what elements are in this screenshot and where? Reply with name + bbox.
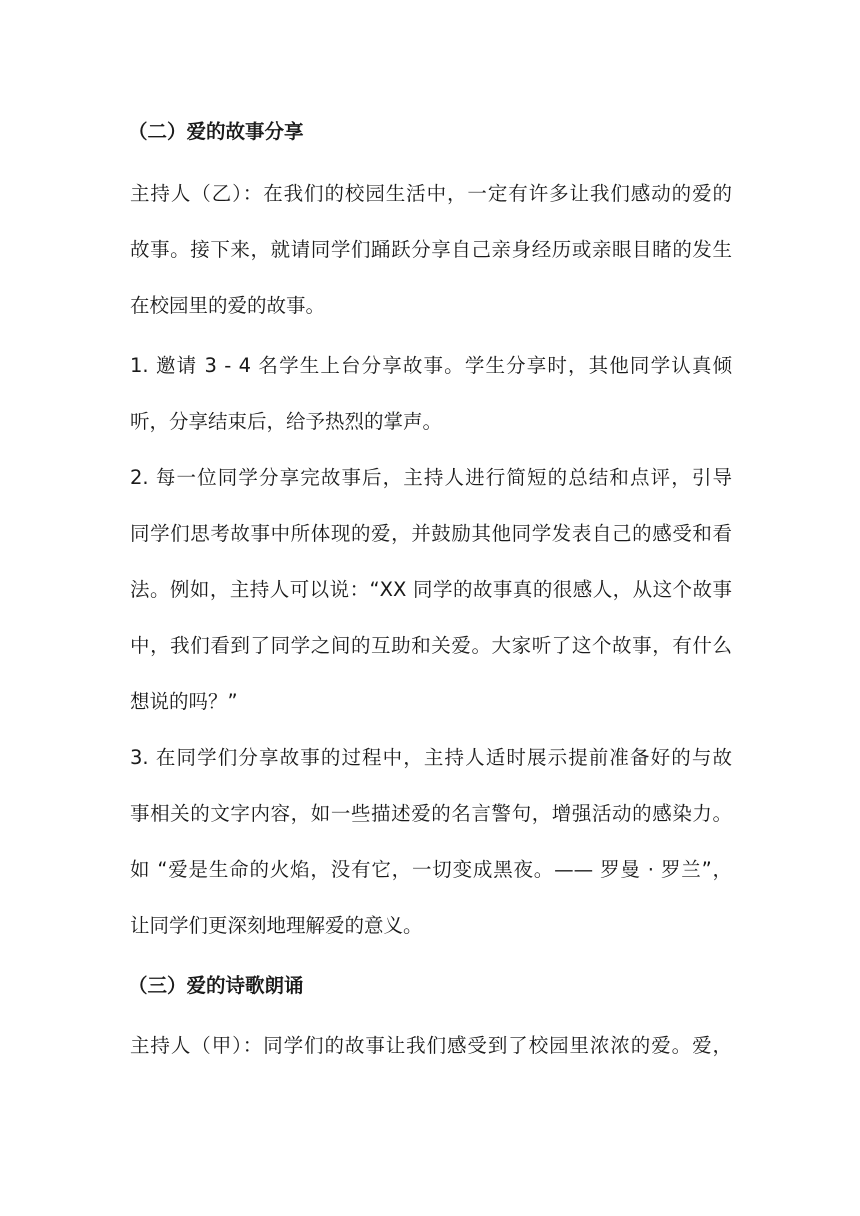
section-heading: （三）爱的诗歌朗诵	[128, 974, 304, 997]
paragraph-line: 主持人（甲）：同学们的故事让我们感受到了校园里浓浓的爱。爱，	[130, 1034, 732, 1057]
list-item-line: 同学们思考故事中所体现的爱，并鼓励其他同学发表自己的感受和看	[130, 522, 732, 545]
list-item-line: 事相关的文字内容，如一些描述爱的名言警句，增强活动的感染力。	[130, 802, 732, 825]
list-item-line: 听，分享结束后，给予热烈的掌声。	[130, 410, 443, 433]
paragraph-line: 故事。接下来，就请同学们踊跃分享自己亲身经历或亲眼目睹的发生	[130, 238, 732, 261]
list-item-line: 法。例如，主持人可以说：“XX 同学的故事真的很感人，从这个故事	[130, 578, 732, 601]
list-item-line: 想说的吗？”	[130, 690, 238, 713]
list-item-line: 2. 每一位同学分享完故事后，主持人进行简短的总结和点评，引导	[130, 466, 732, 489]
list-item-line: 中，我们看到了同学之间的互助和关爱。大家听了这个故事，有什么	[130, 634, 732, 657]
paragraph-line: 在校园里的爱的故事。	[130, 294, 326, 317]
list-item-line: 1. 邀请 3 - 4 名学生上台分享故事。学生分享时，其他同学认真倾	[130, 354, 732, 377]
list-item-line: 如 “爱是生命的火焰，没有它，一切变成黑夜。—— 罗曼 · 罗兰”，	[130, 858, 732, 881]
list-item-line: 让同学们更深刻地理解爱的意义。	[130, 914, 423, 937]
paragraph-line: 主持人（乙）：在我们的校园生活中，一定有许多让我们感动的爱的	[130, 182, 732, 205]
section-heading: （二）爱的故事分享	[128, 120, 304, 143]
list-item-line: 3. 在同学们分享故事的过程中，主持人适时展示提前准备好的与故	[130, 746, 732, 769]
